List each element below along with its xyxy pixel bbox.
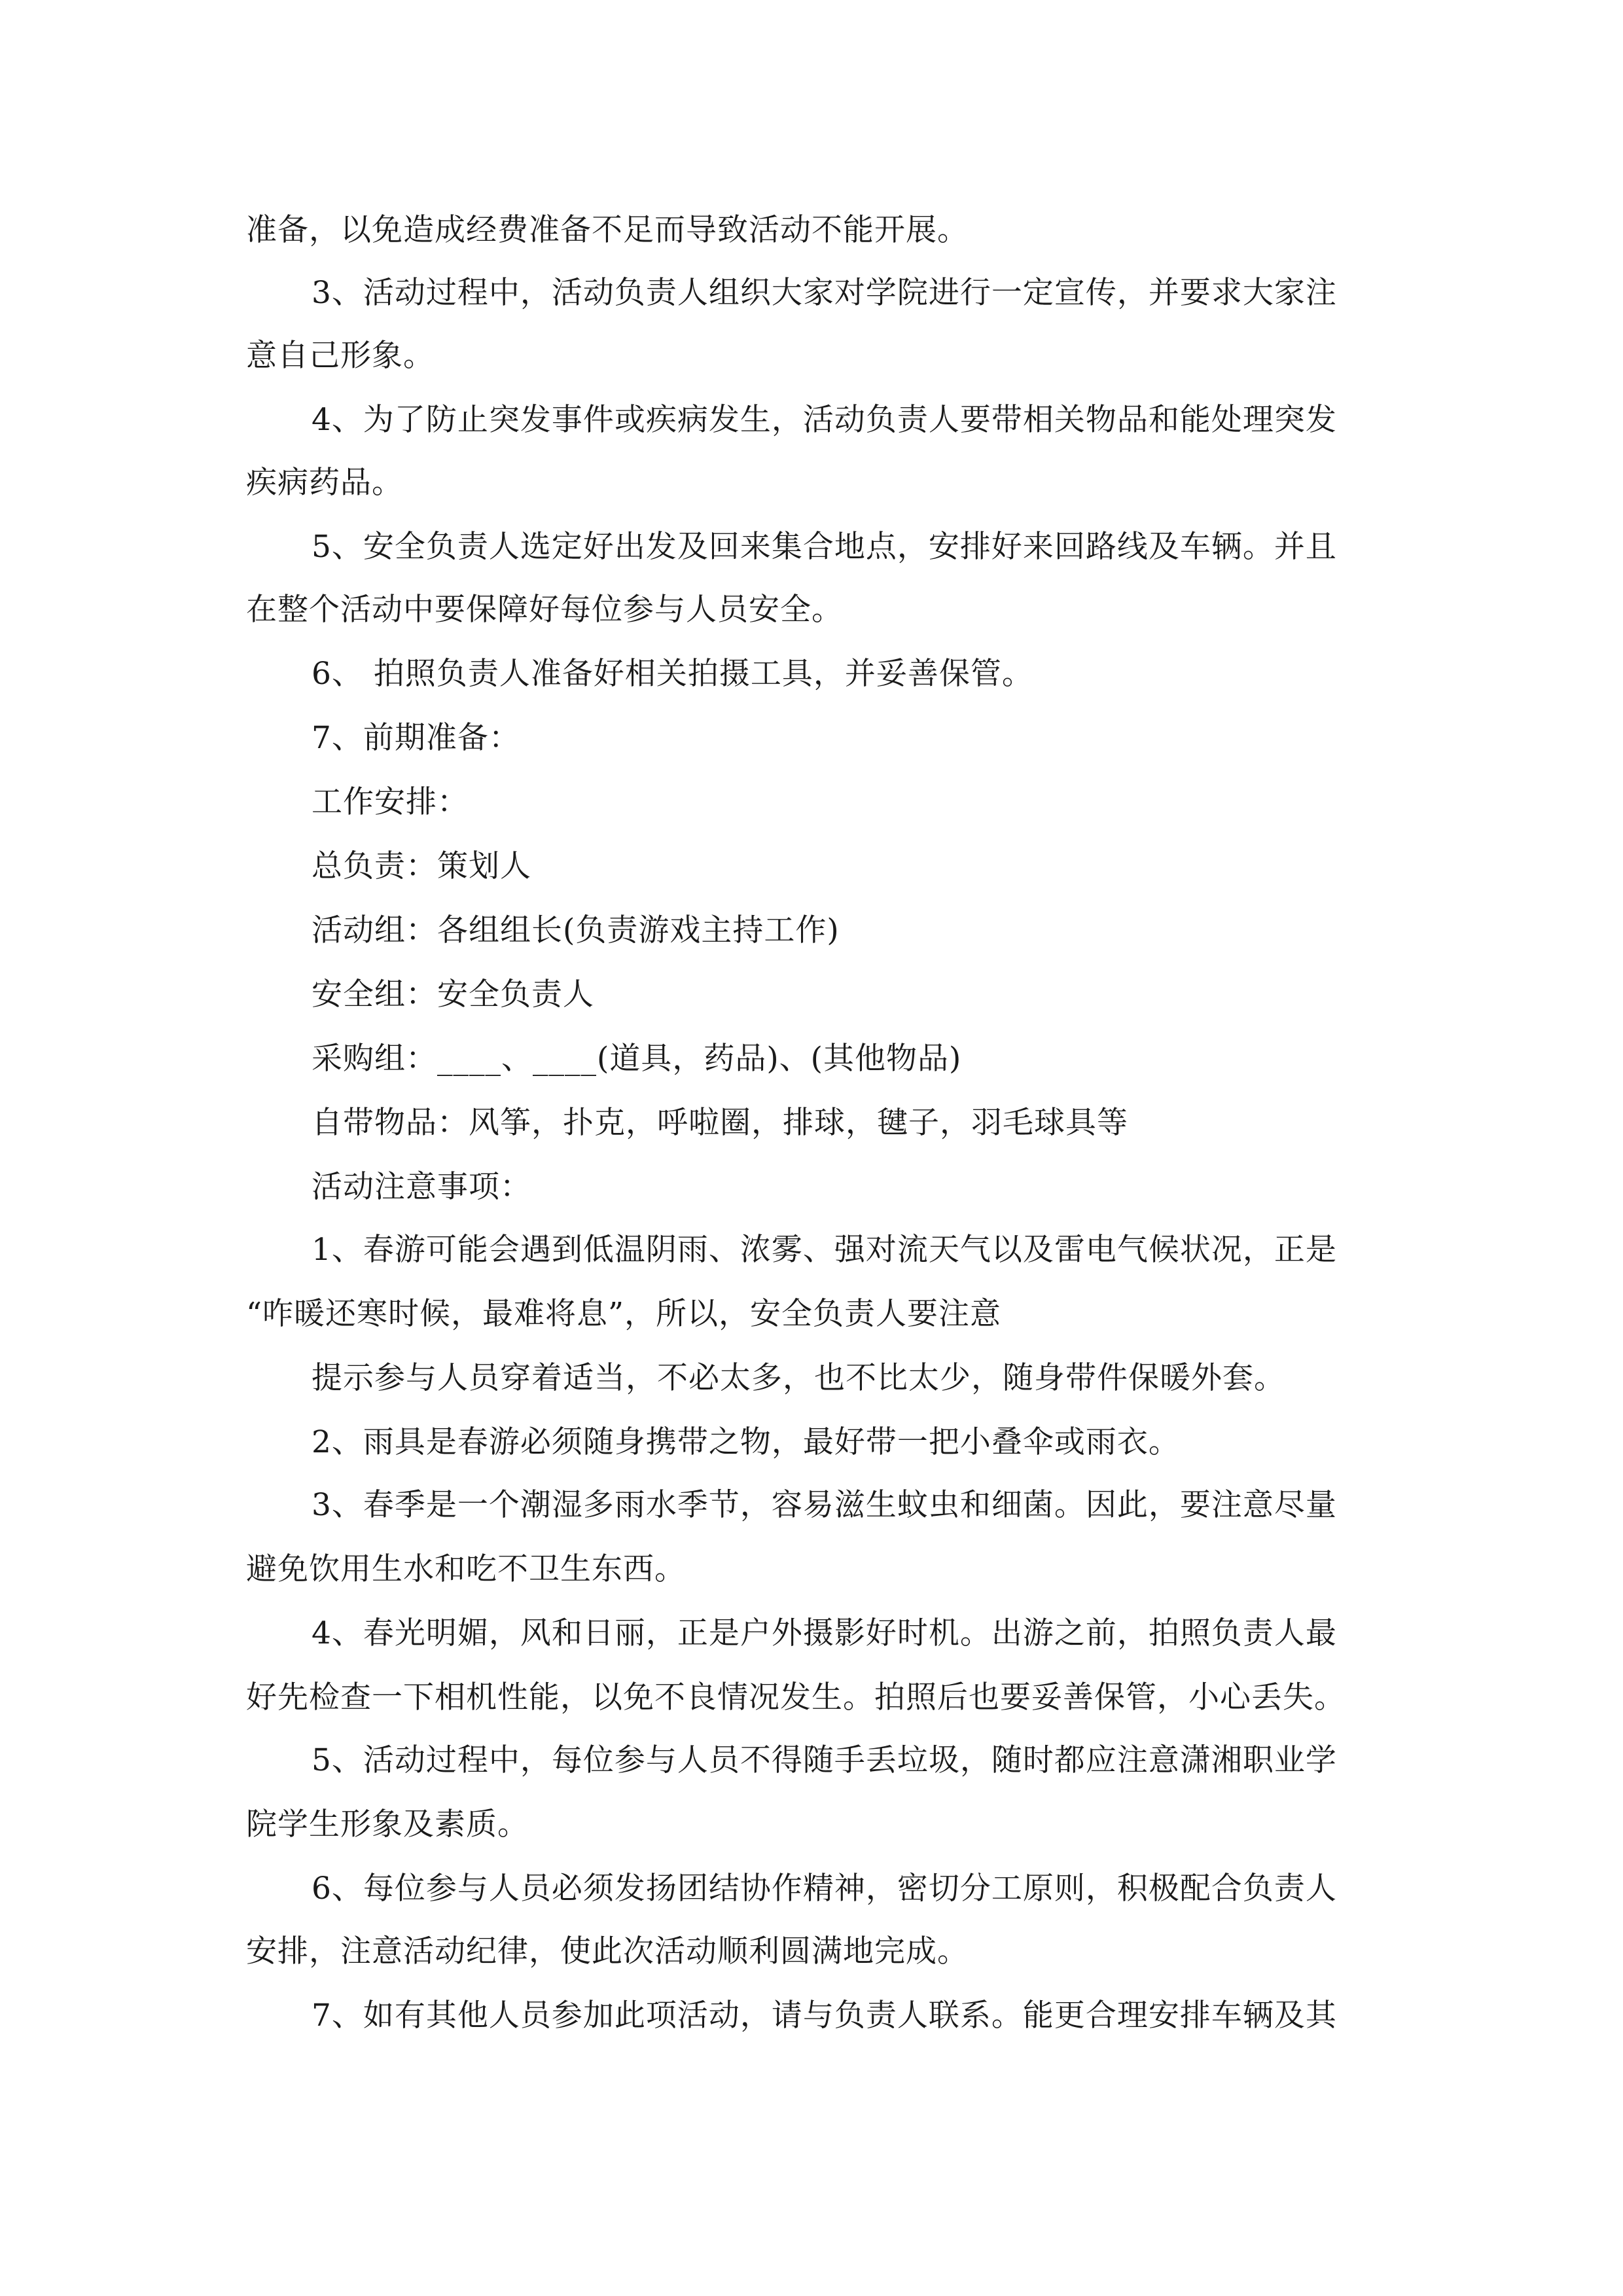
text-line: 安全组：安全负责人 (312, 977, 594, 1013)
text-line: 4、为了防止突发事件或疾病发生，活动负责人要带相关物品和能处理突发 (312, 402, 1337, 438)
text-line: 疾病药品。 (246, 465, 403, 501)
text-line: 7、前期准备： (312, 720, 520, 756)
text-line: 提示参与人员穿着适当，不必太多，也不比太少，随身带件保暖外套。 (312, 1360, 1285, 1396)
text-line: 好先检查一下相机性能，以免不良情况发生。拍照后也要妥善保管，小心丢失。 (246, 1679, 1346, 1715)
text-line: 2、雨具是春游必须随身携带之物，最好带一把小叠伞或雨衣。 (312, 1424, 1180, 1460)
text-line: 自带物品：风筝，扑克，呼啦圈，排球，毽子，羽毛球具等 (312, 1105, 1128, 1141)
text-line: 活动组：各组组长(负责游戏主持工作) (312, 912, 840, 948)
text-line: 3、活动过程中，活动负责人组织大家对学院进行一定宣传，并要求大家注 (312, 275, 1337, 311)
text-line: 5、活动过程中，每位参与人员不得随手丢垃圾，随时都应注意潇湘职业学 (312, 1742, 1337, 1778)
text-line: 总负责：策划人 (312, 848, 531, 884)
text-line: 在整个活动中要保障好每位参与人员安全。 (246, 592, 843, 628)
text-line: 避免饮用生水和吃不卫生东西。 (246, 1551, 686, 1587)
text-line: 准备，以免造成经费准备不足而导致活动不能开展。 (246, 212, 969, 248)
text-line: 6、每位参与人员必须发扬团结协作精神，密切分工原则，积极配合负责人 (312, 1871, 1337, 1907)
text-line: 意自己形象。 (246, 338, 435, 374)
text-line: 安排，注意活动纪律，使此次活动顺利圆满地完成。 (246, 1933, 969, 1969)
text-line: 工作安排： (312, 784, 469, 820)
text-line: 3、春季是一个潮湿多雨水季节，容易滋生蚊虫和细菌。因此，要注意尽量 (312, 1487, 1337, 1523)
text-line: 采购组：____、____(道具，药品)、(其他物品) (312, 1041, 962, 1077)
text-line: “咋暖还寒时候，最难将息”，所以，安全负责人要注意 (246, 1296, 1002, 1332)
text-line: 院学生形象及素质。 (246, 1806, 529, 1842)
text-line: 活动注意事项： (312, 1169, 531, 1205)
text-line: 6、 拍照负责人准备好相关拍摄工具，并妥善保管。 (312, 656, 1033, 692)
text-line: 7、如有其他人员参加此项活动，请与负责人联系。能更合理安排车辆及其 (312, 1998, 1337, 2034)
text-line: 1、春游可能会遇到低温阴雨、浓雾、强对流天气以及雷电气候状况，正是 (312, 1232, 1337, 1268)
text-line: 4、春光明媚，风和日丽，正是户外摄影好时机。出游之前，拍照负责人最 (312, 1615, 1337, 1651)
text-line: 5、安全负责人选定好出发及回来集合地点，安排好来回路线及车辆。并且 (312, 529, 1337, 565)
